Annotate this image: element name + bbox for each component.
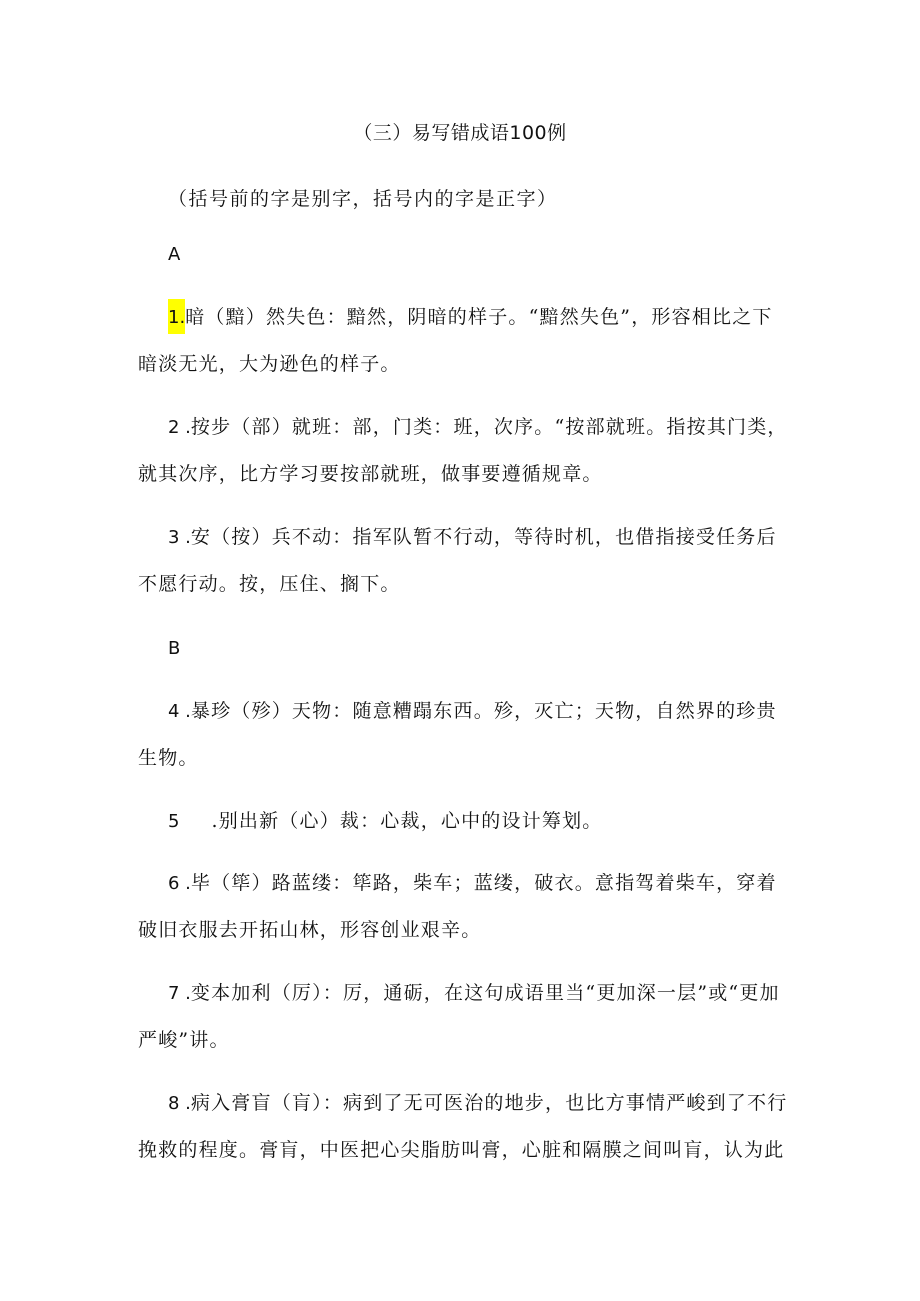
idiom-entry-8	[138, 1080, 788, 1174]
entry-text: 毕（筚）路蓝缕：筚路，柴车；蓝缕，破衣。意指驾着柴车，穿着破旧衣服去开拓山林，形容创业艰辛。	[138, 872, 777, 941]
entry-number: 5	[168, 811, 180, 832]
idiom-entry-5	[138, 798, 788, 845]
section-heading-a: A	[168, 244, 181, 265]
page-title: （三）易写错成语100例	[353, 122, 567, 144]
entry-number: 8 .	[168, 1093, 191, 1114]
idiom-entry-1	[138, 294, 788, 388]
idiom-entry-6	[138, 860, 788, 954]
entry-text: 暴珍（殄）天物：随意糟蹋东西。殄，灭亡；天物，自然界的珍贵生物。	[138, 700, 777, 769]
entry-number-highlighted: 1.	[168, 299, 185, 334]
idiom-entry-4	[138, 688, 788, 782]
idiom-entry-2	[138, 404, 788, 498]
page-subtitle: （括号前的字是别字，括号内的字是正字）	[168, 188, 558, 210]
entry-text: 变本加利（厉）：厉，通砺，在这句成语里当“更加深一层”或“更加严峻”讲。	[138, 982, 780, 1051]
entry-number: 6 .	[168, 873, 191, 894]
entry-text: 安（按）兵不动：指军队暂不行动，等待时机，也借指接受任务后不愿行动。按，压住、搁下。	[138, 526, 777, 595]
entry-number: 2 .	[168, 417, 191, 438]
entry-text: 暗（黯）然失色：黯然，阴暗的样子。“黯然失色”，形容相比之下暗淡无光，大为逊色的样子。	[138, 306, 773, 375]
section-heading-b: B	[168, 638, 181, 659]
entry-text: 按步（部）就班：部，门类：班，次序。“按部就班。指按其门类，就其次序，比方学习要按部就班，做事要遵循规章。	[138, 416, 788, 485]
entry-text: 病入膏盲（肓）：病到了无可医治的地步，也比方事情严峻到了不行挽救的程度。膏肓，中医把心尖脂肪叫膏，心脏和隔膜之间叫肓，认为此	[138, 1092, 788, 1161]
entry-text: .别出新（心）裁：心裁，心中的设计筹划。	[211, 810, 603, 832]
idiom-entry-7	[138, 970, 788, 1064]
entry-number: 7 .	[168, 983, 191, 1004]
entry-number: 3 .	[168, 527, 191, 548]
idiom-entry-3	[138, 514, 788, 608]
entry-number: 4 .	[168, 701, 191, 722]
